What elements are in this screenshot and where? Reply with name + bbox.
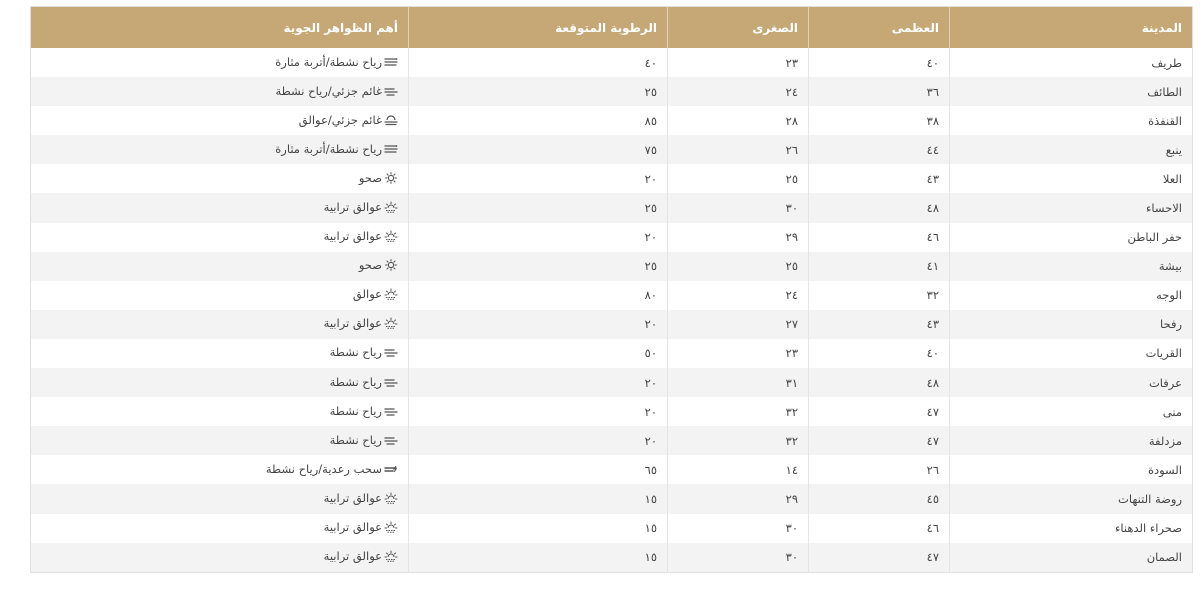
dusty-sun-icon	[384, 288, 398, 300]
phenomena-text: عوالق ترابية	[323, 316, 382, 331]
table-body	[31, 48, 1193, 572]
cell-max-temp: ٢٦	[809, 455, 950, 484]
table-row	[31, 48, 1193, 77]
cell-max-temp: ٤٧	[809, 426, 950, 455]
cell-city: الاحساء	[950, 193, 1193, 222]
phenomena-wrap	[324, 316, 398, 330]
cell-min-temp: ٣٠	[668, 514, 809, 543]
thunder-wind-icon	[384, 463, 398, 475]
wind-icon	[384, 434, 398, 446]
phenomena-wrap	[266, 462, 398, 476]
cell-phenomena	[31, 164, 409, 193]
table-row	[31, 339, 1193, 368]
cell-phenomena	[31, 223, 409, 252]
table-row	[31, 426, 1193, 455]
dusty-sun-icon	[384, 521, 398, 533]
phenomena-wrap	[330, 375, 398, 389]
phenomena-wrap	[299, 113, 398, 127]
phenomena-text: سحب رعدية/رياح نشطة	[265, 461, 382, 476]
cell-phenomena	[31, 426, 409, 455]
cell-phenomena	[31, 281, 409, 310]
phenomena-wrap	[330, 404, 398, 418]
cell-max-temp: ٤٦	[809, 223, 950, 252]
cell-min-temp: ٢٣	[668, 339, 809, 368]
dusty-sun-icon	[384, 492, 398, 504]
cell-city: الوجه	[950, 281, 1193, 310]
cell-city: بيشة	[950, 252, 1193, 281]
cell-humidity: ٥٠	[409, 339, 668, 368]
header-min-temp: الصغرى	[668, 7, 809, 49]
cell-phenomena	[31, 106, 409, 135]
table-row	[31, 77, 1193, 106]
cell-phenomena	[31, 543, 409, 573]
cell-humidity: ٧٥	[409, 135, 668, 164]
cell-max-temp: ٤٨	[809, 368, 950, 397]
cell-humidity: ٢٠	[409, 164, 668, 193]
cell-max-temp: ٤٦	[809, 514, 950, 543]
cell-max-temp: ٤٧	[809, 397, 950, 426]
cell-humidity: ٢٠	[409, 426, 668, 455]
sun-icon	[384, 172, 398, 184]
phenomena-text: رياح نشطة	[329, 374, 382, 389]
phenomena-wrap	[275, 142, 398, 156]
wind-icon	[384, 346, 398, 358]
cell-min-temp: ٢٤	[668, 281, 809, 310]
cell-city: رفحا	[950, 310, 1193, 339]
cell-city: القنفذة	[950, 106, 1193, 135]
dusty-sun-icon	[384, 201, 398, 213]
cell-city: الصمان	[950, 543, 1193, 573]
dusty-sun-icon	[384, 230, 398, 242]
dust-wind-icon	[384, 143, 398, 155]
cell-city: العلا	[950, 164, 1193, 193]
cell-phenomena	[31, 484, 409, 513]
table-row	[31, 455, 1193, 484]
phenomena-wrap	[324, 491, 398, 505]
phenomena-text: رياح نشطة/أتربة مثارة	[275, 141, 382, 156]
header-max-temp: العظمى	[809, 7, 950, 49]
cell-max-temp: ٤٨	[809, 193, 950, 222]
wind-icon	[384, 405, 398, 417]
cell-phenomena	[31, 514, 409, 543]
cell-humidity: ٦٥	[409, 455, 668, 484]
table-row	[31, 484, 1193, 513]
header-city: المدينة	[950, 7, 1193, 49]
dusty-sun-icon	[384, 550, 398, 562]
header-phenomena: أهم الظواهر الجوية	[31, 7, 409, 49]
cell-humidity: ٢٠	[409, 223, 668, 252]
table-row	[31, 310, 1193, 339]
cell-max-temp: ٣٦	[809, 77, 950, 106]
cell-humidity: ١٥	[409, 514, 668, 543]
cell-city: عرفات	[950, 368, 1193, 397]
phenomena-text: عوالق ترابية	[323, 490, 382, 505]
phenomena-text: صحو	[358, 170, 382, 185]
cell-min-temp: ٢٦	[668, 135, 809, 164]
sun-icon	[384, 259, 398, 271]
phenomena-wrap	[324, 520, 398, 534]
table-row	[31, 135, 1193, 164]
cell-city: ينبع	[950, 135, 1193, 164]
cell-min-temp: ٢٩	[668, 484, 809, 513]
dusty-sun-icon	[384, 317, 398, 329]
cell-humidity: ٢٥	[409, 77, 668, 106]
cell-city: صحراء الدهناء	[950, 514, 1193, 543]
cell-min-temp: ٢٤	[668, 77, 809, 106]
cell-city: القريات	[950, 339, 1193, 368]
cell-humidity: ٨٠	[409, 281, 668, 310]
cell-phenomena	[31, 368, 409, 397]
cell-min-temp: ٢٣	[668, 48, 809, 77]
cell-city: روضة التنهات	[950, 484, 1193, 513]
cell-max-temp: ٤٥	[809, 484, 950, 513]
cell-phenomena	[31, 135, 409, 164]
phenomena-text: عوالق ترابية	[323, 520, 382, 535]
cell-city: منى	[950, 397, 1193, 426]
cell-min-temp: ٣١	[668, 368, 809, 397]
phenomena-wrap	[330, 433, 398, 447]
cell-min-temp: ٣٠	[668, 543, 809, 573]
phenomena-wrap	[275, 84, 398, 98]
table-row	[31, 514, 1193, 543]
phenomena-text: غائم جزئي/عوالق	[298, 112, 382, 127]
cell-humidity: ١٥	[409, 484, 668, 513]
cell-humidity: ٨٥	[409, 106, 668, 135]
phenomena-text: رياح نشطة	[329, 345, 382, 360]
phenomena-text: صحو	[358, 258, 382, 273]
cell-humidity: ٢٠	[409, 397, 668, 426]
table-row	[31, 543, 1193, 573]
cell-min-temp: ٢٥	[668, 252, 809, 281]
cell-phenomena	[31, 397, 409, 426]
cell-phenomena	[31, 252, 409, 281]
table-row	[31, 397, 1193, 426]
table-row	[31, 252, 1193, 281]
phenomena-text: عوالق	[352, 287, 382, 302]
table-row	[31, 281, 1193, 310]
phenomena-wrap	[353, 287, 398, 301]
cell-phenomena	[31, 48, 409, 77]
cell-max-temp: ٤٠	[809, 48, 950, 77]
cell-phenomena	[31, 310, 409, 339]
cell-min-temp: ٣٢	[668, 397, 809, 426]
phenomena-wrap	[324, 229, 398, 243]
cell-city: الطائف	[950, 77, 1193, 106]
cell-humidity: ١٥	[409, 543, 668, 573]
cell-min-temp: ٢٥	[668, 164, 809, 193]
cell-humidity: ٢٥	[409, 252, 668, 281]
phenomena-text: عوالق ترابية	[323, 549, 382, 564]
cell-max-temp: ٣٢	[809, 281, 950, 310]
cell-min-temp: ٣٢	[668, 426, 809, 455]
table-row	[31, 106, 1193, 135]
cell-phenomena	[31, 77, 409, 106]
header-row	[31, 7, 1193, 49]
phenomena-wrap	[324, 549, 398, 563]
table-row	[31, 164, 1193, 193]
cell-phenomena	[31, 193, 409, 222]
table-row	[31, 368, 1193, 397]
table-row	[31, 223, 1193, 252]
cell-min-temp: ٢٩	[668, 223, 809, 252]
cell-humidity: ٢٠	[409, 368, 668, 397]
cell-min-temp: ١٤	[668, 455, 809, 484]
table-header	[31, 7, 1193, 49]
cell-humidity: ٢٥	[409, 193, 668, 222]
cell-city: طريف	[950, 48, 1193, 77]
weather-table	[30, 6, 1193, 573]
wind-icon	[384, 376, 398, 388]
cell-min-temp: ٢٧	[668, 310, 809, 339]
cell-city: حفر الباطن	[950, 223, 1193, 252]
phenomena-wrap	[275, 55, 398, 69]
cell-max-temp: ٤٤	[809, 135, 950, 164]
phenomena-wrap	[359, 258, 398, 272]
phenomena-text: رياح نشطة	[329, 432, 382, 447]
cell-max-temp: ٤٣	[809, 310, 950, 339]
phenomena-wrap	[330, 345, 398, 359]
cell-humidity: ٢٠	[409, 310, 668, 339]
cell-max-temp: ٤٣	[809, 164, 950, 193]
wind-icon	[384, 85, 398, 97]
cell-min-temp: ٢٨	[668, 106, 809, 135]
cell-city: مزدلفة	[950, 426, 1193, 455]
phenomena-wrap	[324, 200, 398, 214]
table-row	[31, 193, 1193, 222]
cell-min-temp: ٣٠	[668, 193, 809, 222]
weather-table-container	[30, 6, 1193, 573]
cell-phenomena	[31, 455, 409, 484]
cell-city: السودة	[950, 455, 1193, 484]
haze-icon	[384, 114, 398, 126]
phenomena-text: رياح نشطة	[329, 403, 382, 418]
cell-max-temp: ٣٨	[809, 106, 950, 135]
phenomena-text: عوالق ترابية	[323, 200, 382, 215]
phenomena-text: غائم جزئي/رياح نشطة	[275, 83, 382, 98]
phenomena-wrap	[359, 171, 398, 185]
cell-humidity: ٤٠	[409, 48, 668, 77]
cell-phenomena	[31, 339, 409, 368]
cell-max-temp: ٤٠	[809, 339, 950, 368]
header-humidity: الرطوبة المتوقعة	[409, 7, 668, 49]
cell-max-temp: ٤١	[809, 252, 950, 281]
cell-max-temp: ٤٧	[809, 543, 950, 573]
dust-wind-icon	[384, 56, 398, 68]
phenomena-text: عوالق ترابية	[323, 229, 382, 244]
phenomena-text: رياح نشطة/أتربة مثارة	[275, 54, 382, 69]
